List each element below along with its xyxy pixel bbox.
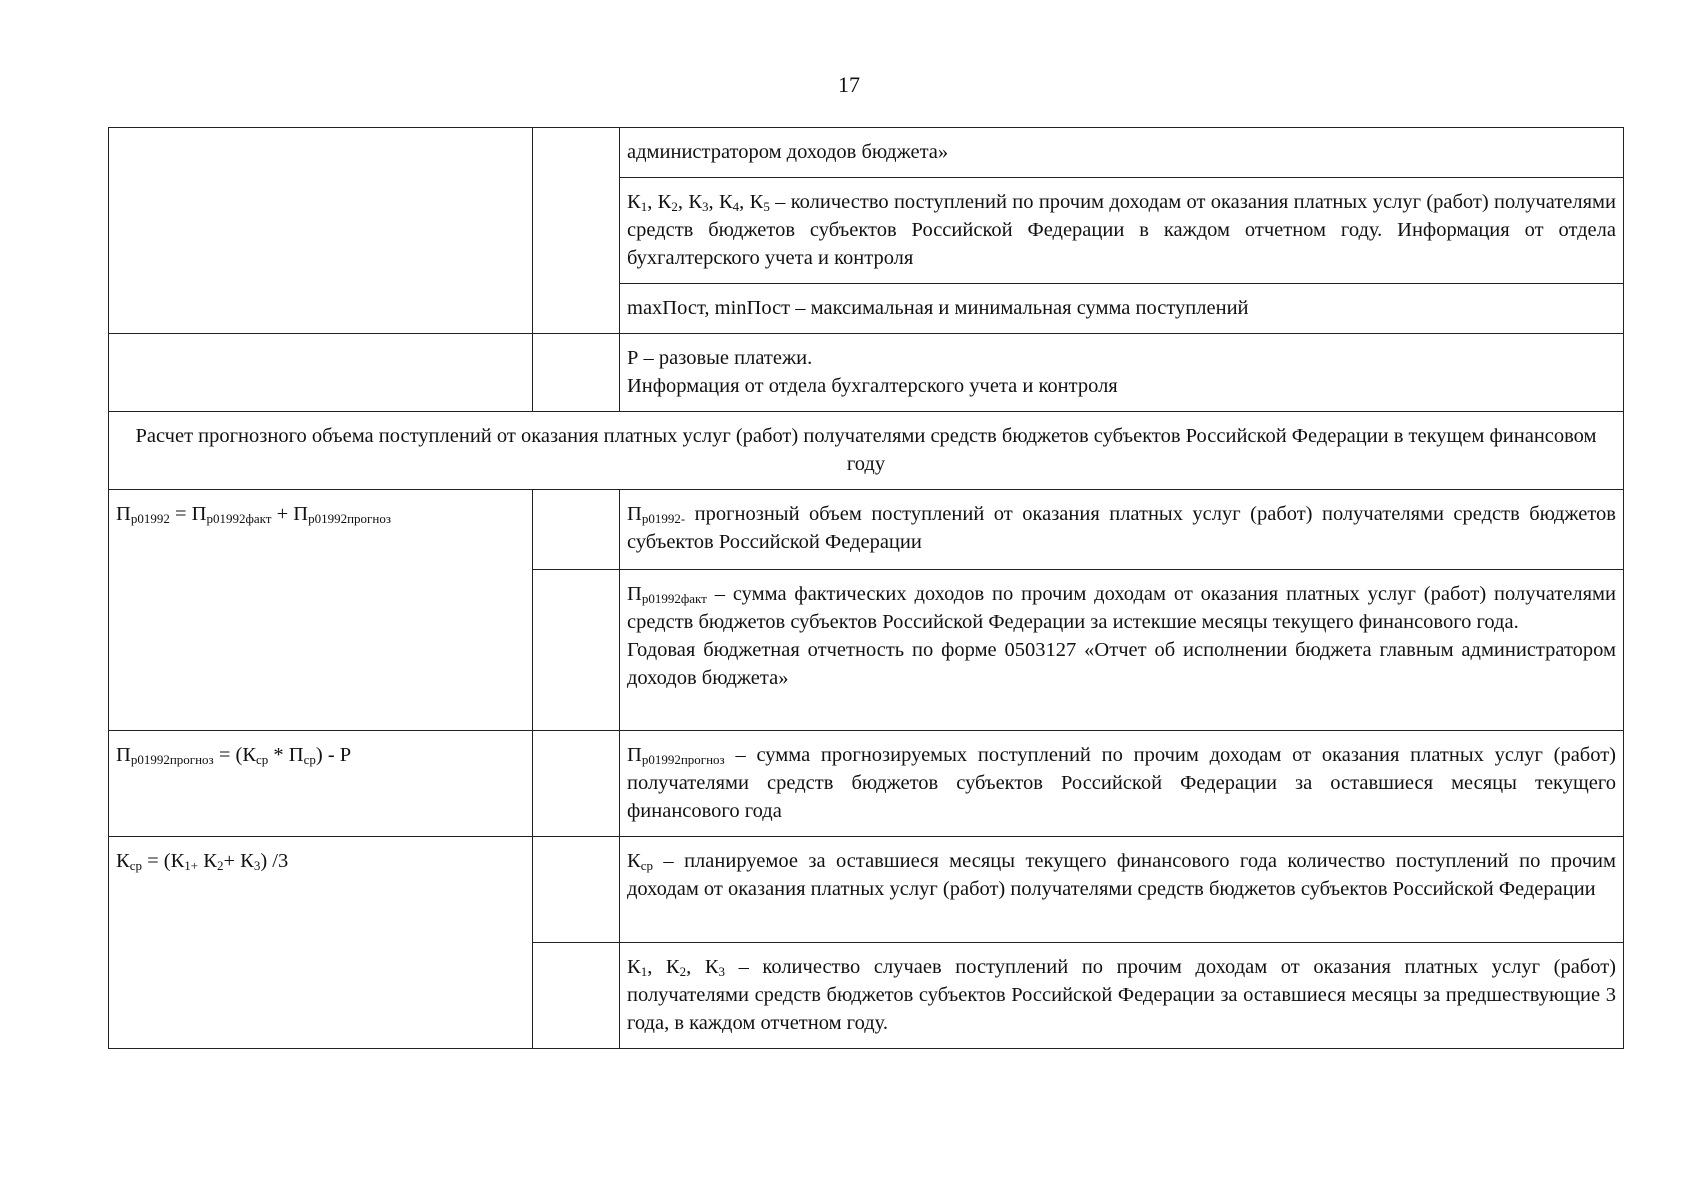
table-row — [109, 837, 1624, 943]
source-cell — [533, 128, 620, 334]
source-cell — [533, 943, 620, 1049]
description-cell: $К_{ср}$ – планируемое за оставшиеся месяцы текущего финансового года количество поступлений по прочим доходам от оказания платных услуг (работ) получателями средств бюджетов субъектов Российской Федерации — [620, 837, 1624, 943]
section-title-row — [109, 412, 1624, 490]
description-cell: Р – разовые платежи. Информация от отдела бухгалтерского учета и контроля — [620, 334, 1624, 412]
source-cell — [533, 731, 620, 837]
source-cell — [533, 570, 620, 731]
description-cell: $П_{р01992прогноз}$ – сумма прогнозируемых поступлений по прочим доходам от оказания платных услуг (работ) получателями средств бюджетов субъектов Российской Федерации за оставшиеся месяцы текущего финансового года — [620, 731, 1624, 837]
formula-cell — [109, 837, 533, 1049]
source-cell — [533, 334, 620, 412]
table-row — [109, 334, 1624, 412]
description-cell: администратором доходов бюджета» — [620, 128, 1624, 178]
source-cell — [533, 837, 620, 943]
table-row — [109, 490, 1624, 570]
formula: $П_{р01992} = П_{р01992факт} + П_{р01992прогноз}$ — [116, 503, 391, 526]
formula-cell — [109, 731, 533, 837]
section-title: Расчет прогнозного объема поступлений от оказания платных услуг (работ) получателями средств бюджетов субъектов Российской Федерации в текущем финансовом году — [109, 412, 1624, 490]
description-cell: $П_{р01992факт}$ – сумма фактических доходов по прочим доходам от оказания платных услуг (работ) получателями средств бюджетов субъектов Российской Федерации за истекшие месяцы текущего финансового года. Годовая бюджетная отчетность по форме 0503127 «Отчет об исполнении бюджета главным администратором доходов бюджета» — [620, 570, 1624, 731]
description-cell: $К_1$, $К_2$, $К_3$ – количество случаев поступлений по прочим доходам от оказания платных услуг (работ) получателями средств бюджетов субъектов Российской Федерации за оставшиеся месяцы за предшествующие 3 года, в каждом отчетном году. — [620, 943, 1624, 1049]
table-row — [109, 731, 1624, 837]
formula-cell — [109, 334, 533, 412]
formula-cell — [109, 128, 533, 334]
methodology-table — [108, 127, 1624, 1049]
page-number: 17 — [838, 72, 860, 97]
table-row — [109, 128, 1624, 178]
formula-cell — [109, 490, 533, 731]
description-cell: $П_{р01992-}$ прогнозный объем поступлений от оказания платных услуг (работ) получателями средств бюджетов субъектов Российской Федерации — [620, 490, 1624, 570]
source-cell — [533, 490, 620, 570]
description-cell: $К_1$, $К_2$, $К_3$, $К_4$, $К_5$ – количество поступлений по прочим доходам от оказания платных услуг (работ) получателями средств бюджетов субъектов Российской Федерации в каждом отчетном году. Информация от отдела бухгалтерского учета и контроля — [620, 178, 1624, 284]
formula: $П_{р01992прогноз} = (К_{ср} * П_{ср}) - Р$ — [116, 744, 352, 767]
description-cell: maxПост, minПост – максимальная и минимальная сумма поступлений — [620, 284, 1624, 334]
formula: $К_{ср} = (К_{1+}$ $К_2+ К_3$) /3 — [116, 850, 289, 873]
